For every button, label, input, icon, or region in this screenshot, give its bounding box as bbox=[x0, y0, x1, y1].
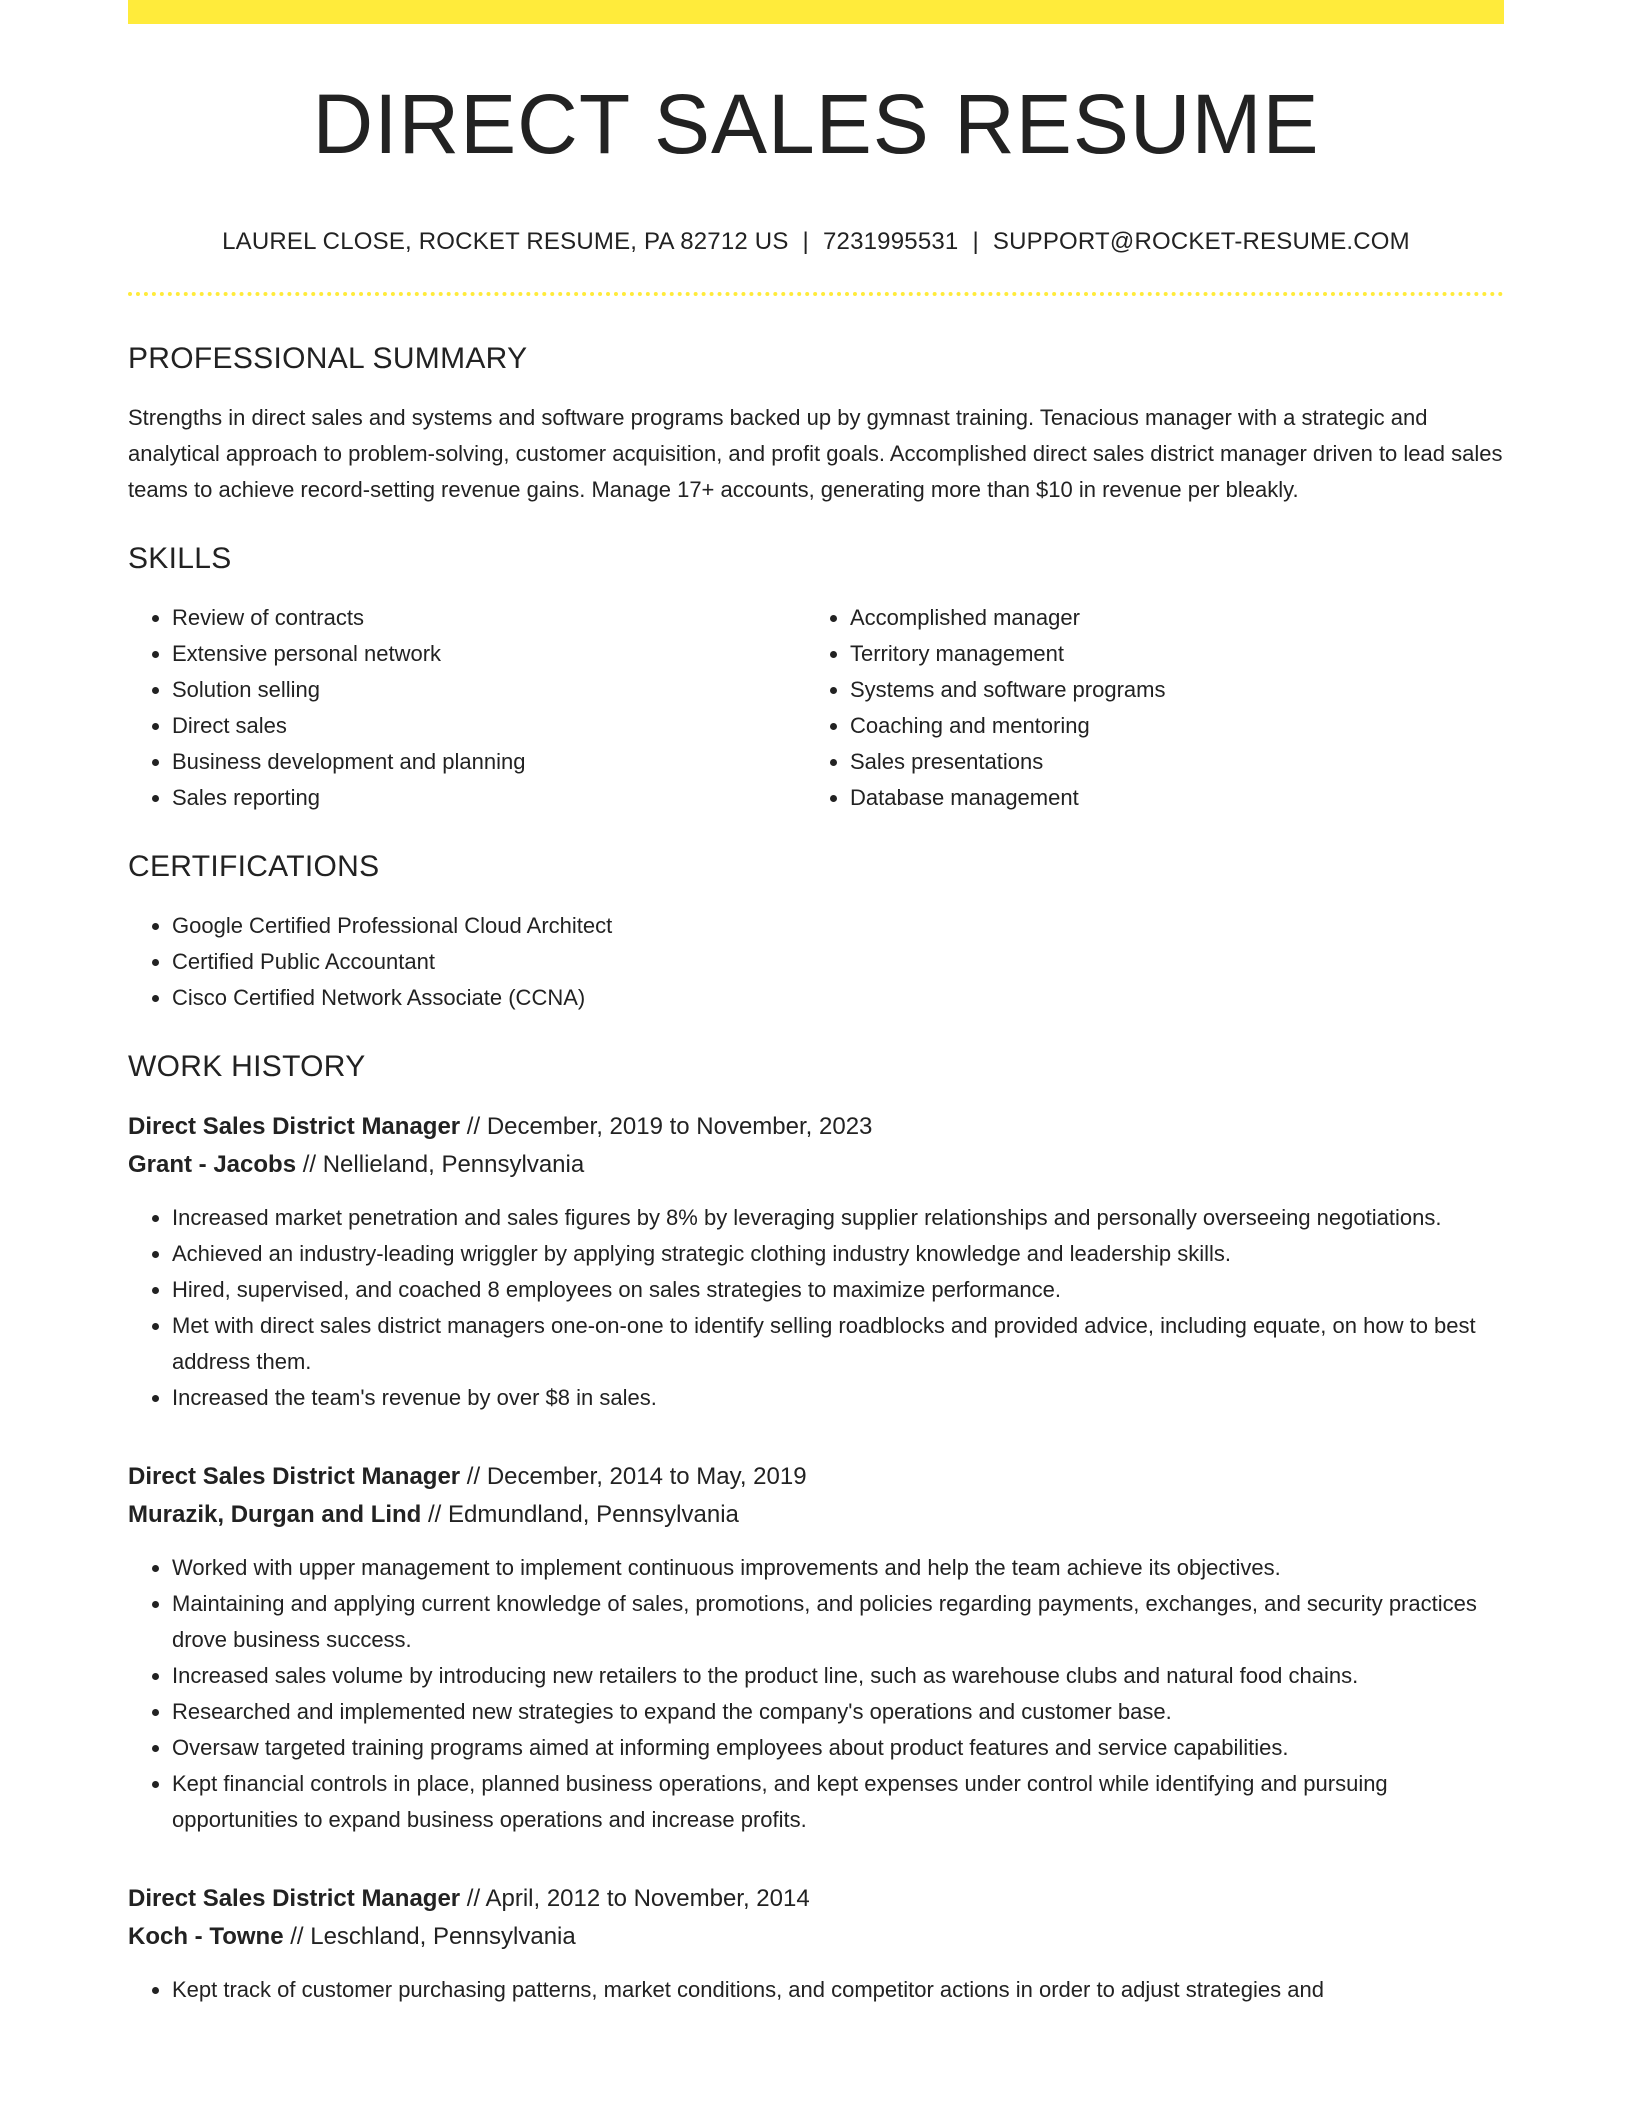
job-bullet: • Worked with upper management to implement continuous improvements and help the team achieve its objectives. bbox=[172, 1550, 1504, 1586]
job-bullet-list bbox=[128, 1550, 1504, 1838]
job-bullet: • Increased market penetration and sales figures by 8% by leveraging supplier relationships and personally overseeing negotiations. bbox=[172, 1200, 1504, 1236]
job-bullet: • Met with direct sales district managers one-on-one to identify selling roadblocks and provided advice, including equate, on how to best address them. bbox=[172, 1308, 1504, 1380]
skills-right-list bbox=[806, 600, 1484, 816]
certifications-list bbox=[128, 908, 1504, 1016]
skill-item: • Accomplished manager bbox=[850, 600, 1484, 636]
summary-text: Strengths in direct sales and systems and software programs backed up by gymnast training. Tenacious manager with a strategic and analytical approach to problem-solving, customer acquisition, and profit goals. Accomplished direct sales district manager driven to lead sales teams to achieve record-setting revenue gains. Manage 17+ accounts, generating more than $10 in revenue per bleakly. bbox=[128, 405, 1503, 502]
job-dates: // April, 2012 to November, 2014 bbox=[460, 1885, 810, 1912]
contact-phone: 7231995531 bbox=[822, 228, 959, 255]
job-bullet: • Increased the team's revenue by over $8 in sales. bbox=[172, 1380, 1504, 1416]
contact-separator: | bbox=[972, 228, 979, 255]
job-role: Direct Sales District Manager bbox=[128, 1113, 461, 1140]
job-entry bbox=[128, 1880, 1504, 2008]
job-entry bbox=[128, 1458, 1504, 1838]
job-role: Direct Sales District Manager bbox=[128, 1885, 461, 1912]
job-dates: // December, 2019 to November, 2023 bbox=[460, 1113, 873, 1140]
skill-item: • Extensive personal network bbox=[172, 636, 806, 672]
skill-item: • Solution selling bbox=[172, 672, 806, 708]
job-location: // Edmundland, Pennsylvania bbox=[421, 1501, 739, 1528]
job-entry bbox=[128, 1108, 1504, 1416]
job-dates: // December, 2014 to May, 2019 bbox=[460, 1463, 807, 1490]
work-history-section bbox=[128, 1050, 1504, 2008]
job-location: // Leschland, Pennsylvania bbox=[283, 1923, 576, 1950]
accent-top-bar bbox=[128, 0, 1504, 24]
resume-page bbox=[128, 0, 1504, 2008]
job-company: Grant - Jacobs bbox=[128, 1151, 297, 1178]
job-role-line bbox=[128, 1458, 1504, 1496]
job-bullet: • Achieved an industry-leading wriggler by applying strategic clothing industry knowledge and leadership skills. bbox=[172, 1236, 1504, 1272]
skill-item: • Sales reporting bbox=[172, 780, 806, 816]
contact-separator: | bbox=[802, 228, 809, 255]
job-company-line bbox=[128, 1496, 1504, 1534]
skill-item: • Sales presentations bbox=[850, 744, 1484, 780]
certification-item: • Cisco Certified Network Associate (CCNA) bbox=[172, 980, 1504, 1016]
contact-address: LAUREL CLOSE, ROCKET RESUME, PA 82712 US bbox=[222, 228, 789, 255]
skills-right-column bbox=[806, 600, 1484, 816]
job-bullet: • Increased sales volume by introducing new retailers to the product line, such as warehouse clubs and natural food chains. bbox=[172, 1658, 1504, 1694]
job-company-line bbox=[128, 1918, 1504, 1956]
skills-left-column bbox=[128, 600, 806, 816]
job-location: // Nellieland, Pennsylvania bbox=[296, 1151, 585, 1178]
resume-title: DIRECT SALES RESUME bbox=[312, 77, 1320, 171]
dotted-divider bbox=[128, 292, 1504, 296]
job-bullet: • Kept financial controls in place, planned business operations, and kept expenses under control while identifying and pursuing opportunities to expand business operations and increase profits. bbox=[172, 1766, 1504, 1838]
work-history-heading: WORK HISTORY bbox=[128, 1050, 366, 1083]
job-bullet: • Hired, supervised, and coached 8 employees on sales strategies to maximize performance. bbox=[172, 1272, 1504, 1308]
job-bullet: • Kept track of customer purchasing patterns, market conditions, and competitor actions in order to adjust strategies and bbox=[172, 1972, 1504, 2008]
skill-item: • Territory management bbox=[850, 636, 1484, 672]
contact-email: SUPPORT@ROCKET-RESUME.COM bbox=[992, 228, 1410, 255]
skills-left-list bbox=[128, 600, 806, 816]
skills-columns bbox=[128, 600, 1504, 816]
certification-item: • Certified Public Accountant bbox=[172, 944, 1504, 980]
job-bullet: • Researched and implemented new strategies to expand the company's operations and customer base. bbox=[172, 1694, 1504, 1730]
job-company: Murazik, Durgan and Lind bbox=[128, 1501, 422, 1528]
contact-line bbox=[128, 228, 1504, 256]
skill-item: • Direct sales bbox=[172, 708, 806, 744]
certification-item: • Google Certified Professional Cloud Architect bbox=[172, 908, 1504, 944]
job-bullet-list bbox=[128, 1972, 1504, 2008]
job-bullet: • Maintaining and applying current knowledge of sales, promotions, and policies regarding payments, exchanges, and security practices drove business success. bbox=[172, 1586, 1504, 1658]
job-role-line bbox=[128, 1108, 1504, 1146]
job-bullet: • Oversaw targeted training programs aimed at informing employees about product features and service capabilities. bbox=[172, 1730, 1504, 1766]
summary-heading: PROFESSIONAL SUMMARY bbox=[128, 342, 528, 375]
certifications-heading: CERTIFICATIONS bbox=[128, 850, 380, 883]
job-company: Koch - Towne bbox=[128, 1923, 284, 1950]
job-role-line bbox=[128, 1880, 1504, 1918]
skills-section bbox=[128, 542, 1504, 816]
skill-item: • Business development and planning bbox=[172, 744, 806, 780]
skill-item: • Database management bbox=[850, 780, 1484, 816]
skills-heading: SKILLS bbox=[128, 542, 232, 575]
job-role: Direct Sales District Manager bbox=[128, 1463, 461, 1490]
skill-item: • Systems and software programs bbox=[850, 672, 1484, 708]
skill-item: • Review of contracts bbox=[172, 600, 806, 636]
certifications-section bbox=[128, 850, 1504, 1016]
job-bullet-list bbox=[128, 1200, 1504, 1416]
skill-item: • Coaching and mentoring bbox=[850, 708, 1484, 744]
summary-section bbox=[128, 342, 1504, 508]
job-company-line bbox=[128, 1146, 1504, 1184]
